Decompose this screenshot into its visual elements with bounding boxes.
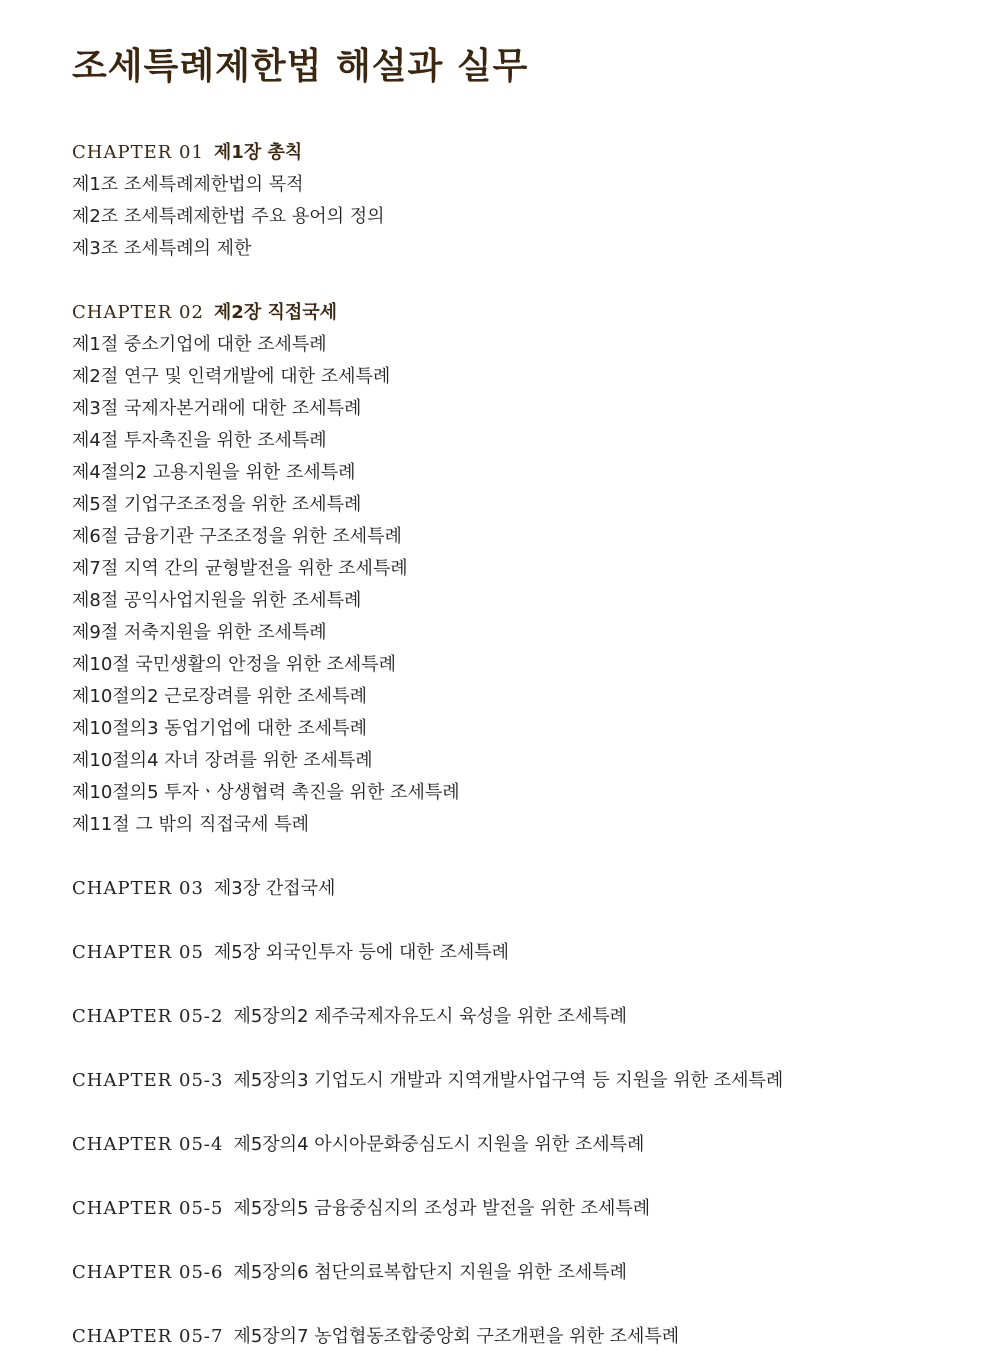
- toc-item: 제3절 국제자본거래에 대한 조세특례: [72, 398, 362, 419]
- toc-item: 제10절의2 근로장려를 위한 조세특례: [72, 686, 367, 707]
- toc-item: 제4절 투자촉진을 위한 조세특례: [72, 430, 327, 451]
- chapter-code: CHAPTER 05-4: [72, 1134, 224, 1155]
- chapter-code: CHAPTER 02: [72, 302, 204, 323]
- toc-item: 제3조 조세특례의 제한: [72, 238, 252, 259]
- toc-item: 제10절의4 자녀 장려를 위한 조세특례: [72, 750, 373, 771]
- chapter-title: 제5장의5 금융중심지의 조성과 발전을 위한 조세특례: [233, 1198, 651, 1219]
- toc-item: 제1절 중소기업에 대한 조세특례: [72, 334, 327, 355]
- toc-item: 제7절 지역 간의 균형발전을 위한 조세특례: [72, 558, 408, 579]
- chapter-code: CHAPTER 05-3: [72, 1070, 224, 1091]
- toc-item: 제8절 공익사업지원을 위한 조세특례: [72, 590, 362, 611]
- toc-item: 제6절 금융기관 구조조정을 위한 조세특례: [72, 526, 402, 547]
- chapter-heading: [72, 1001, 972, 1033]
- toc-item: 제1조 조세특례제한법의 목적: [72, 174, 304, 195]
- chapter-code: CHAPTER 05-7: [72, 1326, 224, 1347]
- toc-item: 제10절의3 동업기업에 대한 조세특례: [72, 718, 367, 739]
- chapter-title: 제3장 간접국세: [213, 878, 336, 899]
- toc-item: 제10절의5 투자ㆍ상생협력 촉진을 위한 조세특례: [72, 782, 460, 803]
- chapter-heading: [72, 937, 972, 969]
- chapter-title: 제2장 직접국세: [213, 302, 338, 323]
- chapter-title: 제5장의6 첨단의료복합단지 지원을 위한 조세특례: [233, 1262, 628, 1283]
- chapter-heading: [72, 137, 972, 169]
- chapter-title: 제5장의2 제주국제자유도시 육성을 위한 조세특례: [233, 1006, 628, 1027]
- chapter-heading: [72, 1065, 972, 1097]
- chapter-code: CHAPTER 05: [72, 942, 204, 963]
- chapter-code: CHAPTER 05-5: [72, 1198, 224, 1219]
- toc-item: 제9절 저축지원을 위한 조세특례: [72, 622, 327, 643]
- chapter-title: 제5장의4 아시아문화중심도시 지원을 위한 조세특례: [233, 1134, 645, 1155]
- chapter-code: CHAPTER 05-2: [72, 1006, 224, 1027]
- chapter-title: 제5장의7 농업협동조합중앙회 구조개편을 위한 조세특례: [233, 1326, 680, 1347]
- table-of-contents: [72, 137, 972, 1353]
- toc-item: 제10절 국민생활의 안정을 위한 조세특례: [72, 654, 396, 675]
- chapter-code: CHAPTER 05-6: [72, 1262, 224, 1283]
- chapter-heading: [72, 1129, 972, 1161]
- toc-item: 제11절 그 밖의 직접국세 특례: [72, 814, 310, 835]
- book-title: 조세특례제한법 해설과 실무: [72, 46, 529, 87]
- chapter-heading: [72, 1193, 972, 1225]
- toc-item: 제2조 조세특례제한법 주요 용어의 정의: [72, 206, 385, 227]
- chapter-title: 제1장 총칙: [213, 142, 303, 163]
- chapter-heading: [72, 1257, 972, 1289]
- toc-item: 제5절 기업구조조정을 위한 조세특례: [72, 494, 362, 515]
- chapter-title: 제5장 외국인투자 등에 대한 조세특례: [213, 942, 510, 963]
- chapter-heading: [72, 297, 972, 329]
- chapter-heading: [72, 873, 972, 905]
- chapter-code: CHAPTER 03: [72, 878, 204, 899]
- chapter-title: 제5장의3 기업도시 개발과 지역개발사업구역 등 지원을 위한 조세특례: [233, 1070, 784, 1091]
- chapter-code: CHAPTER 01: [72, 142, 204, 163]
- toc-item: 제4절의2 고용지원을 위한 조세특례: [72, 462, 356, 483]
- toc-item: 제2절 연구 및 인력개발에 대한 조세특례: [72, 366, 391, 387]
- chapter-heading: [72, 1321, 972, 1353]
